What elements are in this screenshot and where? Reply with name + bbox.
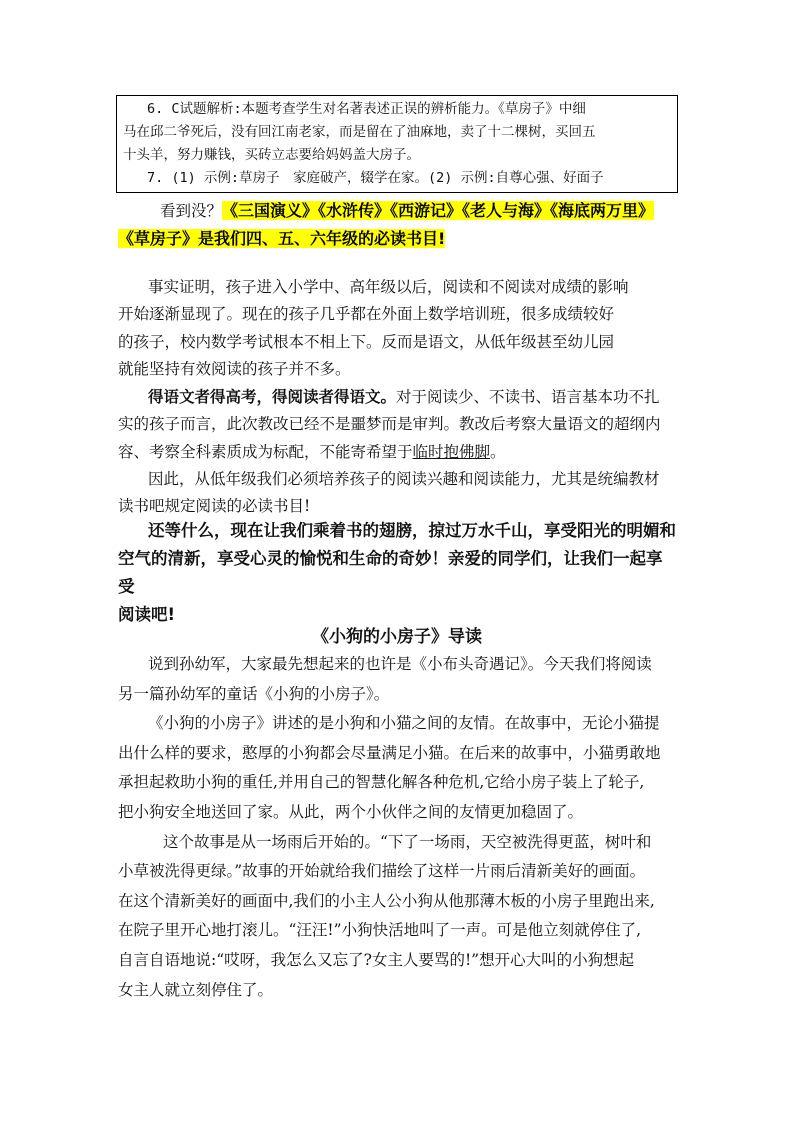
book-list-highlight-2: 《草房子》是我们四、五、六年级的必读书目! [118,229,446,248]
s2-line1: 《小狗的小房子》讲述的是小狗和小猫之间的友情。在故事中，无论小猫提 [148,714,660,733]
p4-line1: 还等什么，现在让我们乘着书的翅膀，掠过万水千山，享受阳光的明媚和 [148,521,676,540]
p2-underlined-phrase: 临时抱佛脚 [412,442,491,461]
p1-line1: 事实证明，孩子进入小学中、高年级以后，阅读和不阅读对成绩的影响 [148,278,629,296]
p1-line3: 的孩子，校内数学考试根本不相上下。反而是语文，从低年级甚至幼儿园 [118,332,615,351]
s1-line2: 另一篇孙幼军的童话《小狗的小房子》。 [118,684,390,703]
p3-line2: 读书吧规定阅读的必读书目! [118,497,311,516]
s3-line5: 自言自语地说:“哎呀，我怎么又忘了?女主人要骂的!”想开心大叫的小狗想起 [118,950,635,969]
guide-body [118,650,678,1005]
s2-line2: 出什么样的要求，憨厚的小狗都会尽量满足小猫。在后来的故事中，小猫勇敢地 [118,743,661,762]
p2-line3-pre: 容、考察全科素质成为标配，不能寄希望于 [118,442,413,461]
answer-box [116,95,678,193]
intro-line-1 [160,197,654,225]
p4-line2: 空气的清新，享受心灵的愉悦和生命的奇妙！亲爱的同学们，让我们一起享受 [118,549,663,596]
paragraph-facts [118,274,678,521]
p2-line2: 实的孩子而言，此次教改已经不是噩梦而是审判。教改后考察大量语文的超纲内 [118,415,661,434]
s3-line3: 在这个清新美好的画面中,我们的小主人公小狗从他那薄木板的小房子里跑出来, [118,891,655,910]
s1-line1: 说到孙幼军，大家最先想起来的也许是《小布头奇遇记》。今天我们将阅读 [148,655,652,673]
intro-line-2 [118,225,445,253]
p1-line4: 就能坚持有效阅读的孩子并不多。 [118,359,351,378]
p2-line1 [118,383,678,411]
paragraph-call-to-read [118,517,678,629]
s3-line2: 小草被洗得更绿。”故事的开始就给我们描绘了这样一片雨后清新美好的画面。 [118,862,646,881]
intro-lead: 看到没？ [160,202,223,220]
p1-line2: 开始逐渐显现了。现在的孩子几乎都在外面上数学培训班，很多成绩较好 [118,305,615,324]
book-list-highlight-1: 《三国演义》《水浒传》《西游记》《老人与海》《海底两万里》 [222,201,655,220]
answer-q6-line2: 马在邱二爷死后，没有回江南老家，而是留在了油麻地，卖了十二棵树，买回五 [123,124,596,140]
answer-q7: 7. (1) 示例:草房子 家庭破产，辍学在家。(2) 示例:自尊心强、好面子 [147,170,604,186]
p2-line1-rest: 对于阅读少、不读书、语言基本功不扎 [396,388,660,407]
answer-q6-line3: 十头羊，努力赚钱，买砖立志要给妈妈盖大房子。 [123,147,420,163]
s3-line1: 这个故事是从一场雨后开始的。“下了一场雨，天空被洗得更蓝，树叶和 [163,832,652,851]
answer-q6-line1: 6. C试题解析:本题考查学生对名著表述正误的辨析能力。《草房子》中细 [147,101,586,117]
guide-title: 《小狗的小房子》导读 [312,627,482,647]
p2-line3 [118,439,678,466]
p2-line3-post: 。 [490,442,506,461]
s2-line3: 承担起救助小狗的重任,并用自己的智慧化解各种危机,它给小房子装上了轮子, [118,773,645,792]
s2-line4: 把小狗安全地送回了家。从此，两个小伙伴之间的友情更加稳固了。 [118,802,584,821]
s3-line4: 在院子里开心地打滚儿。“汪汪!”小狗快活地叫了一声。可是他立刻就停住了, [118,921,642,940]
s3-line6: 女主人就立刻停住了。 [118,980,274,999]
p2-bold-slogan: 得语文者得高考，得阅读者得语文。 [148,387,397,407]
p4-line3: 阅读吧! [118,605,176,624]
p3-line1: 因此，从低年级我们必须培养孩子的阅读兴趣和阅读能力，尤其是统编教材 [148,470,660,489]
